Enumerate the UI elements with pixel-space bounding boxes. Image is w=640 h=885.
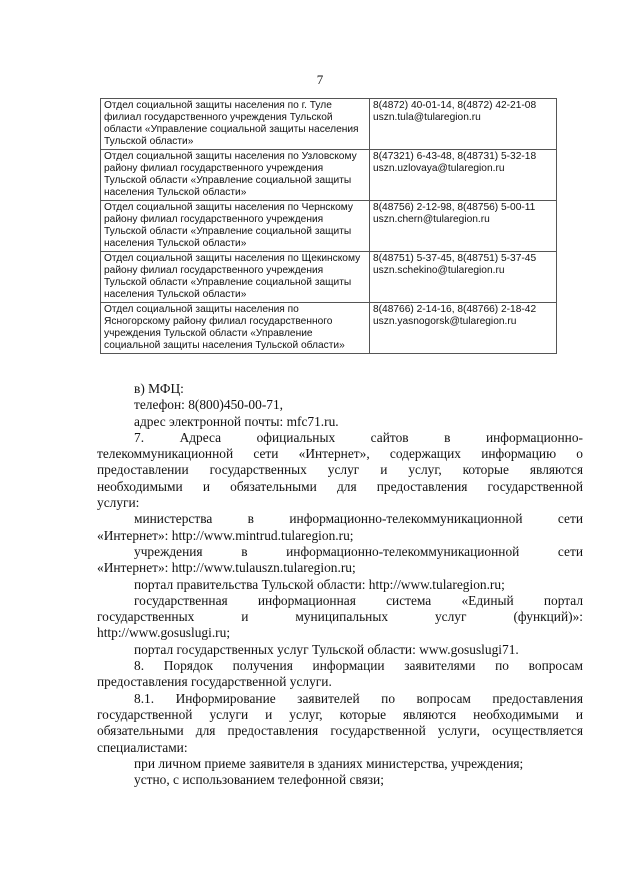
table-row: [101, 252, 557, 303]
table-row: [101, 201, 557, 252]
org-name-cell: Отдел социальной защиты населения по г. Туле филиал государственного учреждения Тульской области «Управление социальной защиты населения Тульской области»: [101, 99, 370, 150]
text-line: предоставлении государственных услуг и услуг, которые являются: [97, 462, 583, 478]
phone-text: 8(48766) 2-14-16, 8(48766) 2-18-42: [373, 304, 537, 315]
text-line: учреждения в информационно-телекоммуникационной сети: [134, 543, 583, 559]
contact-cell: [370, 303, 557, 354]
item-8-paragraph: [97, 658, 583, 691]
text-line: телекоммуникационной сети «Интернет», содержащих информацию о: [97, 446, 583, 462]
table-row: [101, 150, 557, 201]
epgu-paragraph: [97, 593, 583, 642]
text-line: «Интернет»: http://www.tulauszn.tularegion.ru;: [97, 560, 356, 576]
text-line: необходимыми и обязательными для предоставления государственной: [97, 478, 583, 494]
email-text: uszn.chern@tularegion.ru: [373, 214, 490, 225]
contact-cell: [370, 252, 557, 303]
text-line: специалистами:: [97, 739, 188, 755]
phone-text: 8(47321) 6-43-48, 8(48731) 5-32-18: [373, 151, 537, 162]
text-line: услуги:: [97, 495, 140, 511]
contact-cell: [370, 201, 557, 252]
text-line: обязательными для предоставления государственной услуги, осуществляется: [97, 723, 583, 739]
text-line: предоставления государственной услуги.: [97, 674, 332, 690]
text-line: 8. Порядок получения информации заявителями по вопросам: [134, 658, 583, 674]
email-text: uszn.tula@tularegion.ru: [373, 112, 481, 123]
regional-portal-line: портал государственных услуг Тульской области: www.gosuslugi71.: [134, 641, 519, 657]
table-row: [101, 303, 557, 354]
text-line: государственная информационная система «Единый портал: [134, 592, 583, 608]
phone-text: 8(48756) 2-12-98, 8(48756) 5-00-11: [373, 202, 536, 213]
phone-text: 8(48751) 5-37-45, 8(48751) 5-37-45: [373, 253, 537, 264]
mfc-email-line: адрес электронной почты: mfc71.ru.: [134, 413, 339, 429]
institution-site-paragraph: [97, 544, 583, 577]
mfc-heading: в) МФЦ:: [134, 381, 184, 396]
email-text: uszn.schekino@tularegion.ru: [373, 265, 505, 276]
contacts-table: [100, 98, 557, 354]
item-8-1-paragraph: [97, 691, 583, 756]
text-line: государственной услуги и услуг, которые являются необходимыми и: [97, 706, 583, 722]
phone-text: 8(4872) 40-01-14, 8(4872) 42-21-08: [373, 100, 537, 111]
personal-reception-line: при личном приеме заявителя в зданиях министерства, учреждения;: [134, 755, 524, 771]
email-text: uszn.uzlovaya@tularegion.ru: [373, 163, 505, 174]
item-7-paragraph: [97, 430, 583, 511]
org-name-cell: Отдел социальной защиты населения по Чернскому району филиал государственного учреждения Тульской области «Управление социальной защиты населения Тульской области»: [101, 201, 370, 252]
org-name-cell: Отдел социальной защиты населения по Щекинскому району филиал государственного учреждения Тульской области «Управление социальной защиты населения Тульской области»: [101, 252, 370, 303]
text-line: 8.1. Информирование заявителей по вопросам предоставления: [134, 690, 583, 706]
email-text: uszn.yasnogorsk@tularegion.ru: [373, 316, 517, 327]
text-line: 7. Адреса официальных сайтов в информационно-: [134, 429, 583, 445]
ministry-site-paragraph: [97, 511, 583, 544]
phone-consultation-line: устно, с использованием телефонной связи;: [134, 772, 384, 788]
org-name-cell: Отдел социальной защиты населения по Ясногорскому району филиал государственного учреждения Тульской области «Управление социальной защиты населения Тульской области»: [101, 303, 370, 354]
page-number: 7: [316, 72, 324, 87]
government-portal-line: портал правительства Тульской области: http://www.tularegion.ru;: [134, 576, 505, 592]
text-line: министерства в информационно-телекоммуникационной сети: [134, 511, 583, 527]
table-row: [101, 99, 557, 150]
mfc-phone-line: телефон: 8(800)450-00-71,: [134, 397, 284, 413]
document-body: [97, 381, 583, 788]
org-name-cell: Отдел социальной защиты населения по Узловскому району филиал государственного учреждения Тульской области «Управление социальной защиты населения Тульской области»: [101, 150, 370, 201]
text-line: «Интернет»: http://www.mintrud.tularegion.ru;: [97, 527, 354, 543]
contact-cell: [370, 150, 557, 201]
contact-cell: [370, 99, 557, 150]
text-line: государственных и муниципальных услуг (функций)»:: [97, 609, 583, 625]
text-line: http://www.gosuslugi.ru;: [97, 625, 231, 641]
